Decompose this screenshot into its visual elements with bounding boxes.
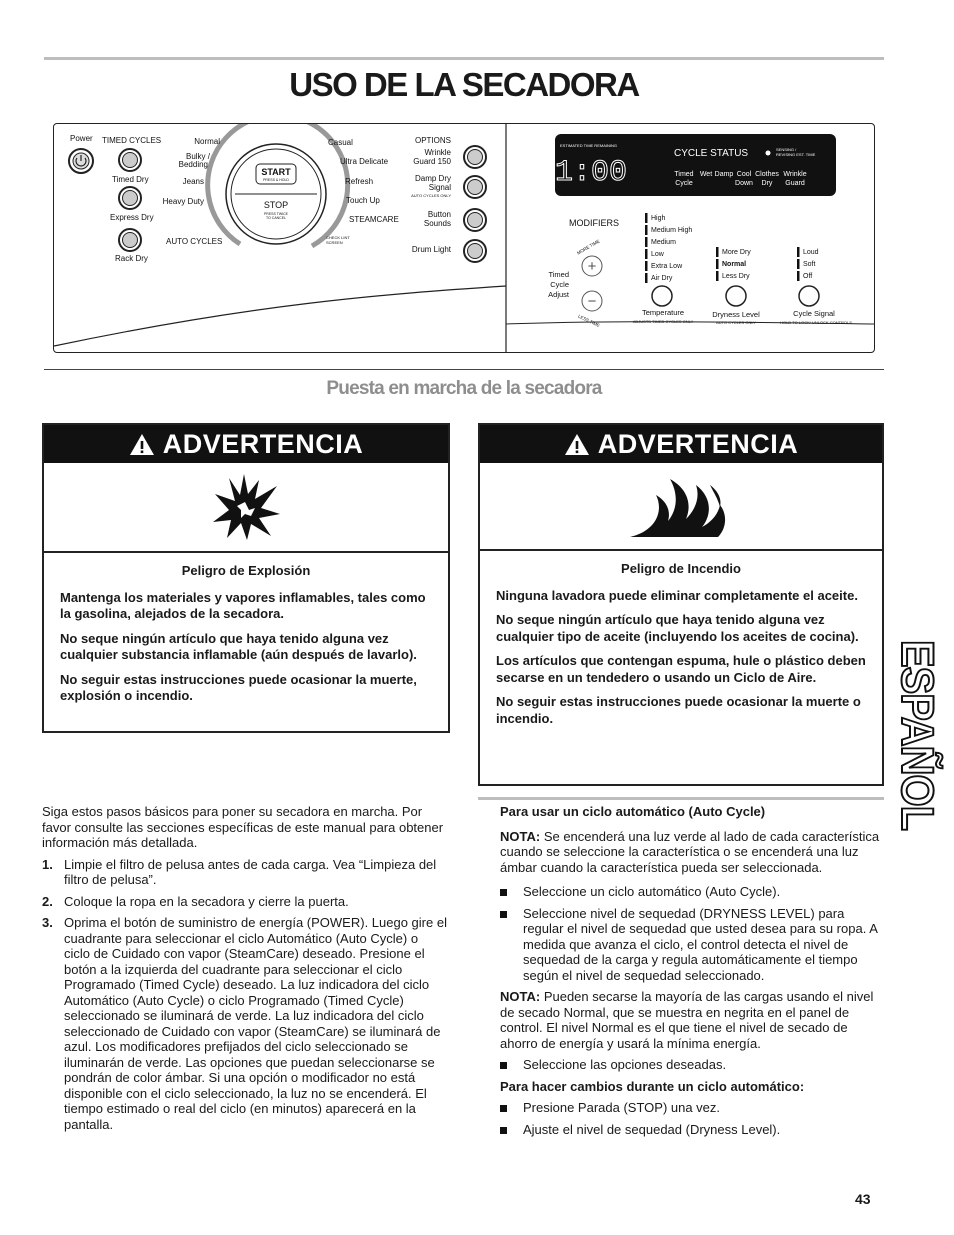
explosion-icon-area <box>44 463 448 553</box>
status-item-label: Damp <box>714 171 734 178</box>
warning-paragraph: No seguir estas instrucciones puede ocasionar la muerte, explosión o incendio. <box>60 671 417 703</box>
bullet-icon <box>500 911 507 918</box>
damp-dry-label-2: Signal <box>428 183 451 192</box>
damp-dry-label-1: Damp Dry <box>414 174 451 183</box>
control-panel-illustration <box>53 123 875 353</box>
level-label: Low <box>651 251 664 258</box>
list-item <box>500 1100 884 1116</box>
timed-dry-label: Timed Dry <box>112 175 149 184</box>
button-sounds-button-inner <box>468 213 483 228</box>
status-display <box>555 134 836 196</box>
language-side-tab <box>888 640 944 840</box>
timed-cycle-adjust-label-2: Cycle <box>550 280 569 289</box>
status-item-sublabel: Down <box>735 180 753 187</box>
fire-warning-box <box>478 423 884 786</box>
level-label: Off <box>803 273 813 280</box>
cycle-signal-label: Cycle Signal <box>793 309 835 318</box>
level-label: High <box>651 215 666 222</box>
dryness-level-note: AUTO CYCLES ONLY <box>716 320 756 325</box>
power-button[interactable] <box>69 149 93 173</box>
step-text: Limpie el filtro de pelusa antes de cada carga. Vea “Limpieza del filtro de pelusa”. <box>64 856 437 887</box>
bullet-icon <box>500 1127 507 1134</box>
bullet-text: Seleccione un ciclo automático (Auto Cycle). <box>523 884 781 899</box>
timed-dry-button-inner <box>123 191 138 206</box>
level-label: Medium <box>651 239 676 246</box>
stop-sublabel-1: PRESS TWICE <box>263 212 289 216</box>
level-label: More Dry <box>722 249 751 256</box>
step-number: 3. <box>42 915 53 930</box>
level-indicator-bar <box>645 273 648 283</box>
list-item <box>500 884 884 900</box>
warning-paragraph: No seque ningún artículo que haya tenido alguna vez cualquier tipo de aceite (incluyendo los aceites de cocina). <box>496 612 859 644</box>
warning-header <box>44 425 448 463</box>
hazard-title: Peligro de Explosión <box>181 563 311 578</box>
sensing-label-2: REVISING EST. TIME <box>776 152 816 157</box>
list-item <box>500 1057 884 1073</box>
dial-label-bulky: Bulky / <box>185 152 210 161</box>
dryness-level-button[interactable] <box>726 286 746 306</box>
level-label: Medium High <box>651 227 693 234</box>
left-column <box>42 804 447 1138</box>
timed-cycles-label: TIMED CYCLES <box>102 136 162 145</box>
less-time-label: LESS TIME <box>577 313 601 329</box>
cycle-dial[interactable] <box>208 124 348 246</box>
warning-triangle-icon <box>564 433 590 456</box>
side-tab-label: ESPAÑOL <box>892 640 943 840</box>
level-label: Loud <box>803 249 819 256</box>
temperature-button[interactable] <box>652 286 672 306</box>
check-lint-label-1: CHECK LINT <box>326 235 350 240</box>
status-item-label: Cool <box>736 171 752 178</box>
warning-heading: ADVERTENCIA <box>597 428 799 459</box>
time-readout: 1:00 <box>554 156 628 190</box>
button-sounds-label-1: Button <box>427 210 451 219</box>
explosion-warning-box <box>42 423 450 733</box>
level-indicator-bar <box>716 271 719 281</box>
status-item-label: Clothes <box>755 171 779 178</box>
hazard-title: Peligro de Incendio <box>621 561 741 576</box>
minus-icon: − <box>587 293 597 310</box>
page-title: USO DE LA SECADORA <box>289 66 639 103</box>
wrinkle-guard-label-2: Guard 150 <box>413 157 451 166</box>
note-label: NOTA: <box>500 989 541 1004</box>
warning-paragraph: Ninguna lavadora puede eliminar completamente el aceite. <box>496 587 858 603</box>
right-column <box>500 804 884 1143</box>
bullet-text: Seleccione nivel de sequedad (DRYNESS LEVEL) para regular el nivel de sequedad que usted desea para su ropa. A medida que avanza el ciclo, el control detecta el nivel de sequedad de la carga y regula automáticamente el tiempo según el nivel de sequedad seleccionado. <box>523 905 878 983</box>
level-label: Air Dry <box>651 275 673 282</box>
status-item-label: Timed <box>674 171 694 178</box>
timed-cycle-adjust-label-3: Adjust <box>548 290 569 299</box>
dial-label-bedding: Bedding <box>178 160 208 169</box>
step-number: 1. <box>42 856 53 872</box>
bullet-icon <box>500 1062 507 1069</box>
status-item-sublabel: Cycle <box>675 180 693 187</box>
warning-triangle-icon <box>129 433 155 456</box>
note-paragraph <box>500 989 884 1051</box>
level-indicator-bar <box>645 237 648 247</box>
start-label: START <box>261 167 291 177</box>
warning-paragraph: No seguir estas instrucciones puede ocasionar la muerte o incendio. <box>496 694 861 726</box>
drum-light-button-inner <box>468 244 483 259</box>
cycle-signal-button[interactable] <box>799 286 819 306</box>
timed-cycle-adjust-label-1: Timed <box>548 270 569 279</box>
timed-cycles-button-inner <box>123 153 138 168</box>
dial-label-ultra-delicate: Ultra Delicate <box>340 157 389 166</box>
list-item <box>42 857 447 888</box>
power-label: Power <box>70 134 93 143</box>
status-item-sublabel: Guard <box>785 180 805 187</box>
list-item <box>42 894 447 910</box>
column-rule <box>478 797 884 800</box>
level-indicator-bar <box>797 259 800 269</box>
explosion-icon <box>211 472 281 542</box>
dial-label-jeans: Jeans <box>182 177 204 186</box>
level-label: Normal <box>722 261 747 268</box>
note-paragraph <box>500 829 884 876</box>
warning-heading: ADVERTENCIA <box>162 428 364 459</box>
level-indicator-bar <box>645 213 648 223</box>
button-sounds-label-2: Sounds <box>423 219 451 228</box>
status-item-label: Wet <box>699 171 713 178</box>
level-label: Soft <box>803 261 816 268</box>
changes-heading: Para hacer cambios durante un ciclo automático: <box>500 1078 805 1094</box>
list-item <box>42 915 447 1132</box>
bullet-text: Ajuste el nivel de sequedad (Dryness Level). <box>523 1121 781 1137</box>
check-lint-label-2: SCREEN <box>326 240 343 245</box>
status-item-sublabel: Dry <box>761 180 773 187</box>
level-indicator-bar <box>797 271 800 281</box>
fire-icon <box>626 471 736 541</box>
level-indicator-bar <box>645 261 648 271</box>
auto-cycles-label: AUTO CYCLES <box>166 237 223 246</box>
modifiers-title: MODIFIERS <box>569 218 620 228</box>
section-subtitle: Puesta en marcha de la secadora <box>326 378 602 399</box>
sensing-label-1: SENSING / <box>776 147 797 152</box>
level-label: Extra Low <box>651 263 683 270</box>
plus-icon: + <box>587 258 597 275</box>
fire-icon-area <box>480 463 882 551</box>
warning-text <box>44 553 448 719</box>
dial-label-casual: Casual <box>328 138 353 147</box>
start-sublabel: PRESS & HOLD <box>263 178 289 182</box>
warning-text <box>480 551 882 741</box>
level-indicator-bar <box>797 247 800 257</box>
options-title: OPTIONS <box>414 136 451 145</box>
bullet-text: Seleccione las opciones deseadas. <box>523 1057 727 1072</box>
damp-dry-signal-button-inner <box>468 180 483 195</box>
express-dry-label: Express Dry <box>110 213 154 222</box>
dial-label-heavy-duty: Heavy Duty <box>162 197 204 206</box>
dial-label-steamcare: STEAMCARE <box>349 215 399 224</box>
wrinkle-guard-label-1: Wrinkle <box>424 148 451 157</box>
cycle-signal-note: HOLD TO LOCK/ UNLOCK CONTROLS <box>780 320 852 325</box>
level-indicator-bar <box>645 249 648 259</box>
page-number: 43 <box>855 1191 871 1207</box>
warning-paragraph: Mantenga los materiales y vapores inflamables, tales como la gasolina, alejados de la secadora. <box>60 589 426 621</box>
dial-label-normal: Normal <box>194 137 220 146</box>
list-item <box>500 1122 884 1138</box>
level-label: Less Dry <box>722 273 750 280</box>
note-text: Se encenderá una luz verde al lado de cada característica cuando se seleccione la característica o se encenderá una luz ámbar cuando la característica pueda ser seleccionada. <box>500 828 880 875</box>
section-rule <box>44 369 884 370</box>
express-dry-button-inner <box>123 233 138 248</box>
bullet-icon <box>500 1105 507 1112</box>
step-text: Oprima el botón de suministro de energía (POWER). Luego gire el cuadrante para seleccionar el ciclo Automático (Auto Cycle) o ciclo de Cuidado con vapor (SteamCare) deseado. Presione el botón a la izquierda del cuadrante para seleccionar el ciclo Programado (Timed Cycle) deseado. La luz indicadora del ciclo Automático (Auto Cycle) o ciclo Programado (Timed Cycle) seleccionado se iluminará de verde. La luz indicadora del ciclo seleccionado de Cuidado con vapor (SteamCare) se iluminará de azul. Los modificadores prefijados del ciclo seleccionado se iluminarán de verde. Las opciones que puedan seleccionarse se pondrán de color ámbar. Si una opción o modificador no está disponible con el ciclo seleccionado, la luz no se encenderá. El tiempo estimado o real del ciclo (en minutos) aparecerá en la pantalla. <box>64 915 447 1132</box>
temperature-note: ADJUSTS TIMED CYCLES ONLY <box>632 319 694 324</box>
warning-header <box>480 425 882 463</box>
damp-dry-note: AUTO CYCLES ONLY <box>411 193 451 198</box>
estimated-time-label: ESTIMATED TIME REMAINING <box>560 143 617 148</box>
bullet-icon <box>500 889 507 896</box>
step-text: Coloque la ropa en la secadora y cierre la puerta. <box>64 893 349 909</box>
note-label: NOTA: <box>500 828 541 844</box>
step-number: 2. <box>42 893 53 909</box>
start-button[interactable] <box>256 164 296 184</box>
note-text: Pueden secarse la mayoría de las cargas usando el nivel de secado Normal, que se muestra en negrita en el panel de control. El nivel Normal es el que tiene el nivel de secado de ahorro de energía y usará la mínima energía. <box>500 989 874 1051</box>
bullet-text: Presione Parada (STOP) una vez. <box>523 1100 721 1115</box>
warning-paragraph: No seque ningún artículo que haya tenido alguna vez cualquier substancia inflamable (aún después de lavarlo). <box>60 630 417 662</box>
top-rule <box>44 57 884 60</box>
dryness-level-label: Dryness Level <box>712 310 760 319</box>
more-time-label: MORE TIME <box>576 238 601 256</box>
cycle-status-label: CYCLE STATUS <box>674 148 749 159</box>
level-indicator-bar <box>716 259 719 269</box>
dial-label-refresh: Refresh <box>345 177 374 186</box>
level-indicator-bar <box>645 225 648 235</box>
drum-light-label: Drum Light <box>411 245 451 254</box>
stop-label: STOP <box>263 200 289 210</box>
level-indicator-bar <box>716 247 719 257</box>
auto-cycle-heading: Para usar un ciclo automático (Auto Cycle) <box>500 804 766 819</box>
status-item-label: Wrinkle <box>783 171 807 178</box>
timed-cycle-adjust <box>548 230 611 328</box>
temperature-label: Temperature <box>641 308 685 317</box>
wrinkle-guard-button-inner <box>468 150 483 165</box>
dial-label-touch-up: Touch Up <box>346 196 380 205</box>
warning-paragraph: Los artículos que contengan espuma, hule o plástico deben secarse en un tendedero o usando un Ciclo de Aire. <box>496 653 866 685</box>
stop-sublabel-2: TO CANCEL <box>266 216 286 220</box>
intro-paragraph: Siga estos pasos básicos para poner su secadora en marcha. Por favor consulte las secciones específicas de este manual para obtener información más detallada. <box>42 804 444 850</box>
sensing-indicator <box>766 151 771 156</box>
list-item <box>500 906 884 984</box>
rack-dry-label: Rack Dry <box>115 254 148 263</box>
